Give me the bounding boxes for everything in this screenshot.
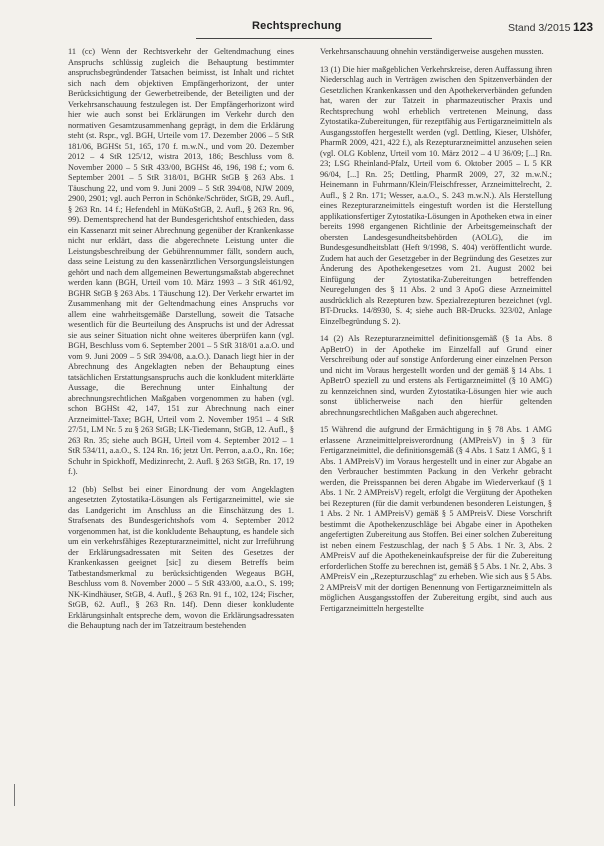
paragraph-15: 15 Während die aufgrund der Ermächtigung in § 78 Abs. 1 AMG erlassene Arzneimittelpreisverordnung (AMPreisV) in § 3 für Fertigarzneimittel, die definitionsgemäß (§ 4 Abs. 1 Satz 1 AMG, § 1 Abs. 1 AMPreisV) im Voraus hergestellt und in einer zur Abgabe an den Verbraucher bestimmten Packung in den Verkehr gebracht werden, die Preisspannen bei deren Abgabe im Wiederverkauf (§ 1 Abs. 1 Nr. 2 AMPreisV) regelt, erfolgt die Vergütung der Apotheken bei Rezepturen (für die damit verbundenen besonderen Leistungen, § 1 Abs. 2 Nr. 1 AMPreisV) gemäß § 5 AMPreisV. Diese Vorschrift bestimmt die Apothekenzuschläge bei Abgabe einer in Apotheken angefertigten Zubereitung aus Stoffen. Bei einer solchen Zubereitung ist neben einem Festzuschlag, der nach § 5 Abs. 1 Nr. 3, Abs. 2 AMPreisV auf die Apothekeneinkaufspreise der für die Zubereitung erforderlichen Stoffe zu berechnen ist, gemäß § 5 Abs. 1 Nr. 2, Abs. 3 AMPreisV ein „Rezepturzuschlag“ zu erheben. Wie sich aus § 5 Abs. 2 AMPreisV mit der dortigen Benennung von Fertigarzneimitteln als möglichen Ausgangsstoffen der Zubereitung ergibt, sind auch aus Fertigarzneimitteln hergestellte	[320, 425, 552, 613]
right-column	[320, 47, 552, 621]
paragraph-11: 11 (cc) Wenn der Rechtsverkehr der Geltendmachung eines Anspruchs schlüssig zugleich die Behauptung bestimmter anspruchsbegründender Tatsachen beimisst, ist Inhalt und richtet sich nach dem objektiven Empfängerhorizont, der unter Berücksichtigung der Gewerbetreibende, der Beteiligten und der Verkehrsanschauung festzulegen ist. Der Empfängerhorizont wird hier wie auch sonst bei Erklärungen im Verkehr durch den normativen Gesamtzusammenhang geprägt, in dem die Erklärung steht (st. Rspr., vgl. BGH, Urteile vom 17. Dezember 2006 – 5 StR 181/06, BGHSt 51, 165, 170 f. m.w.N., und vom 20. Dezember 2012 – 4 StR 125/12, wistra 2013, 186; Beschluss vom 8. November 2000 – 5 StR 433/00, BGHSt 46, 196, 198 f.; vom 6. September 2001 – 5 StR 318/01, BGHR StGB § 263 Abs. 1 Täuschung 22, und vom 9. Juni 2009 – 5 StR 394/08, NJW 2009, 2900, 2901; vgl. auch Perron in Schönke/Schröder, StGB, 29. Aufl., § 263 Rn. 14 f.; Hefendehl in MüKoStGB, 2. Aufl., § 263 Rn. 96, 99). Dementsprechend hat der Bundesgerichtshof entschieden, dass ein Kassenarzt mit seiner Abrechnung gegenüber der Krankenkasse nicht nur erklärt, dass die abgerechnete Leistung unter die Leistungsbeschreibung der Gebührennummer fällt, sondern auch, dass seine Leistung zu den kassenärztlichen Versorgungsleistungen gehört und nach dem allgemeinen Bewertungsmaßstab abgerechnet werden kann (BGH, Urteil vom 10. März 1993 – 3 StR 461/92, BGHR StGB § 263 Abs. 1 Täuschung 12). Der Verkehr erwartet im Zusammenhang mit der Geltendmachung eines Anspruchs vor allem eine wahrheitsgemäße Darstellung, soweit die Tatsache wesentlich für die Beurteilung des Anspruchs ist und der Adressat sie aus seiner Situation nicht ohne weiteres überprüfen kann (vgl. BGH, Beschluss vom 6. September 2001 – 5 StR 318/01 a.a.O. und vom 9. Juni 2009 – 5 StR 394/08, a.a.O.). Danach liegt hier in der Abrechnung des Angeklagten neben der Behauptung eines tatsächlichen Erstattungsanspruchs auch die konkludent miterklärte Aussage, die Berechnung unter Einhaltung der abrechnungsrechtlichen Maßgaben vorgenommen zu haben (vgl. schon BGHSt 42, 147, 151 zur Abrechnung nach einer Arzneimittel-Taxe; BGH, Urteil vom 2. November 1951 – 4 StR 27/51, LM Nr. 5 zu § 263 StGB; LK-Tiedemann, StGB, 12. Aufl., § 263 Rn. 35; siehe auch BGH, Urteil vom 4. September 2012 – 1 StR 534/11, a.a.O., S. 124 Rn. 16; jetzt Urt. Perron, a.a.O., Rn. 16e; Schuhr in Spickhoff, Medizinrecht, 2. Aufl. § 263 StGB, Rn. 17, 19 f.).	[68, 47, 294, 476]
page-number: 123	[573, 20, 594, 34]
margin-mark	[14, 784, 15, 806]
paragraph-12: 12 (bb) Selbst bei einer Einordnung der vom Angeklagten angesetzten Zytostatika-Lösungen als Fertigarzneimittel, wie sie das Landgericht im Anschluss an die Einschätzung des 1. Strafsenats des Bundesgerichtshofs vom 4. September 2012 vorgenommen hat, ist die konkludente Behauptung, es handele sich um ein verkehrsfähiges Rezepturarzneimittel, nicht zur Irreführung der Erklärungsadressaten mit Seiten des Gesetzes der Krankenkassen geeignet [sic] zu diesem Betreffs beim Tatbestandsmerkmal zu berücksichtigenden Wegeaus BGH, Beschluss vom 8. November 2000 – 5 StR 433/00, a.a.O., S. 199; NK-Kindhäuser, StGB, 4. Aufl., § 263 Rn. 91 f., 102, 124; Fischer, StGB, 62. Aufl., § 263 Rn. 14f). Denn dieser konkludente Erklärungsinhalt entspreche dem, wovon die Erklärungsadressaten die Behauptung nach der im Tatzeitraum bestehenden	[68, 484, 294, 630]
paragraph-continuation: Verkehrsanschauung ohnehin verständigerweise ausgehen mussten.	[320, 47, 544, 56]
left-column	[68, 47, 294, 639]
paragraph-14: 14 (2) Als Rezepturarzneimittel definitionsgemäß (§ 1a Abs. 8 ApBetrO) in der Apotheke im Einzelfall auf Grund einer Verschreibung oder auf sonstige Anforderung einer einzelnen Person und nicht im Voraus hergestellt worden und der gemäß § 14 Abs. 1 ApBetrO speziell zu und erstens als Fertigarzneimittel (§ 10 AMG) zu kennzeichnen sind, wurden Zytostatika-Lösungen hier wie auch sonst üblicherweise nach den hierfür geltenden abrechnungsrechtlichen Maßgaben auch abgerechnet.	[320, 334, 552, 417]
paragraph-13: 13 (1) Die hier maßgeblichen Verkehrskreise, deren Auffassung ihren Niederschlag auch in Verträgen zwischen den Spitzenverbänden der Gesetzlichen Krankenkassen und den Apothekerverbänden gefunden hat, waren der zur Tatzeit in pharmazeutischer Praxis und Rechtsprechung wohl erheblich vertretenen Meinung, dass Zytostatika-Zubereitungen, für rezeptfähig aus Fertigarzneimitteln als Ausgangsstoffen hergestellt werden (vgl. Dettling, Kieser, Ulshöfer, PharmR 2009, 421, 422 f.), als Rezepturarzneimittel anzusehen seien (vgl. OLG Koblenz, Urteil vom 10. März 2012 – 4 U 36/09; [...] Rn. 23; LSG Rheinland-Pfalz, Urteil vom 6. Oktober 2005 – L 5 KR 96/04, [...] Rn. 25; Dettling, PharmR 2009, 27, 32 m.w.N.; Heinemann in Fuhrmann/Klein/Fleischfresser, Arzneimittelrecht, 2. Aufl., § 2 Rn. 171; Wesser, a.a.O., S. 243 m.w.N.). Als Herstellung eines Rezepturarzneimittels eingestuft worden ist die Herstellung applikationsfertiger Zytostatika-Lösungen in Apotheken etwa in einer bereits 1998 ergangenen Richtlinie der Arbeitsgemeinschaft der obersten Landesgesundheitsbehörden (AOLG), die im Bundesgesundheitsblatt (Heft 9/1998, S. 404) veröffentlicht wurde. Zudem hat auch der Gesetzgeber in der Begründung des Gesetzes zur Änderung des Apothekengesetzes vom 21. August 2002 bei Einfügung der Zytostatika-Zubereitungen betreffenden Neuregelungen des § 11 Abs. 2 und 3 ApoG diese Arzneimittel ausdrücklich als Rezepturen bzw. Spezialrezepturen bezeichnet (vgl. BT-Drucks. 14/8930, S. 4; siehe auch BR-Drucks. 323/02, Anlage Einzelbegründung S. 2).	[320, 64, 552, 326]
issue-label: Stand 3/2015	[508, 22, 571, 34]
rubric-label: Rechtsprechung	[252, 20, 342, 32]
